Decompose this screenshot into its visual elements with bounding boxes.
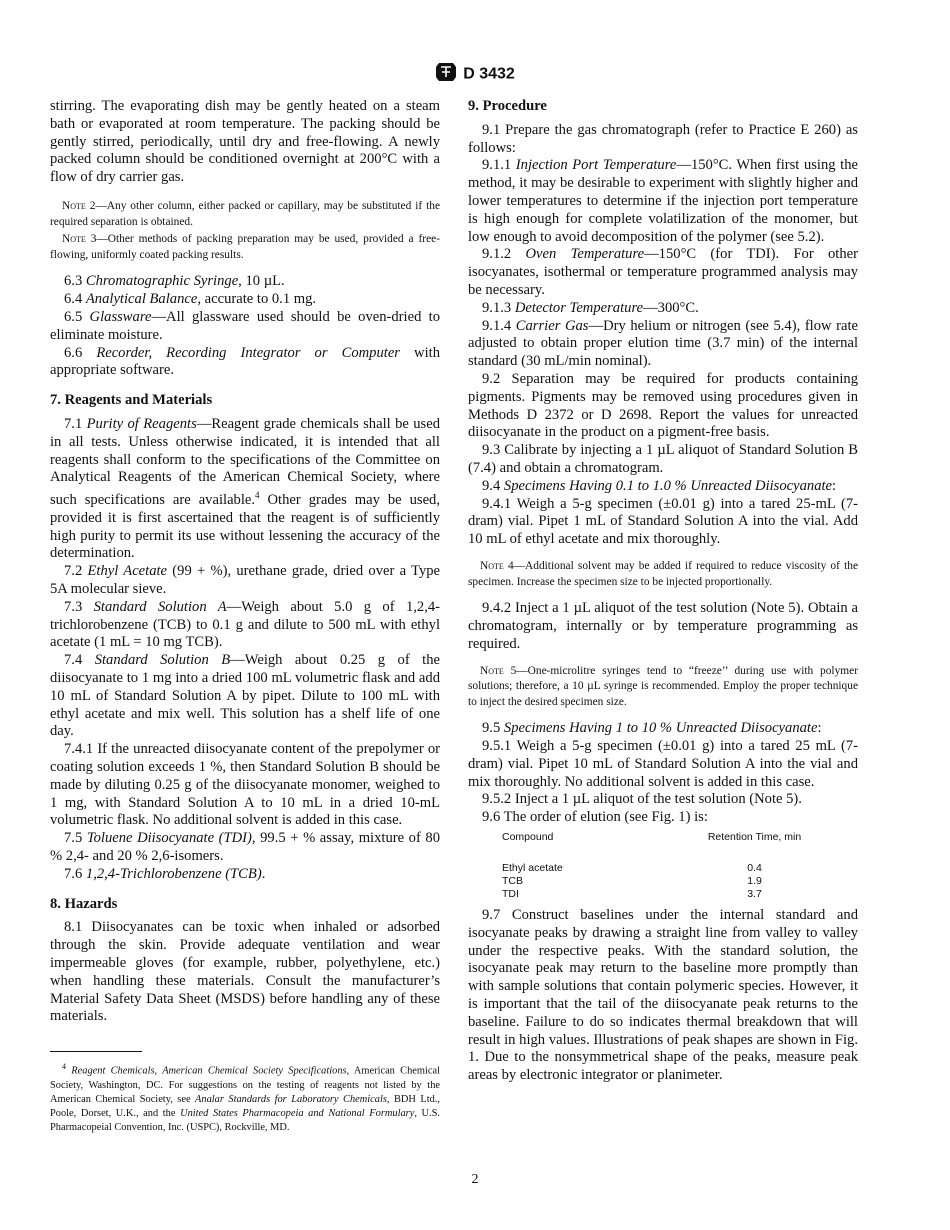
section-9-1-4: 9.1.4 Carrier Gas—Dry helium or nitrogen (see 5.4), flow rate adjusted to obtain proper elution time (3.7 min) of the internal standard (30 mL/min nominal).: [468, 317, 859, 370]
section-9-3: 9.3 Calibrate by injecting a 1 µL aliquot of Standard Solution B (7.4) and obtain a chromatogram.: [468, 442, 858, 476]
section-6-4: 6.4 Analytical Balance, accurate to 0.1 mg.: [64, 291, 317, 308]
heading-section-8: 8. Hazards: [50, 895, 118, 912]
section-7-4-1: 7.4.1 If the unreacted diisocyanate content of the prepolymer or coating solution exceeds 1 %, then Standard Solution B should be made by diluting 0.25 g of the diisocyanate monomer, weighed to 1 mg, with Standard Solution A to 10 mL in a dried 10-mL volumetric flask. No additional solvent is added in this case.: [50, 741, 440, 829]
compound-cell: Ethyl acetate: [502, 862, 563, 875]
retention-time-cell: 1.9: [747, 875, 762, 888]
section-7-6: 7.6 1,2,4-Trichlorobenzene (TCB).: [64, 865, 266, 882]
section-9-1: 9.1 Prepare the gas chromatograph (refer to Practice E 260) as follows:: [468, 121, 858, 156]
column-header-retention-time: Retention Time, min: [707, 831, 802, 844]
elution-order-table: [502, 831, 807, 901]
section-6-3: 6.3 Chromatographic Syringe, 10 µL.: [64, 273, 285, 290]
section-6-6: 6.6 Recorder, Recording Integrator or Computer with appropriate software.: [50, 344, 440, 379]
retention-time-cell: 3.7: [747, 888, 762, 901]
section-9-4-1: 9.4.1 Weigh a 5-g specimen (±0.01 g) into a tared 25-mL (7-dram) vial. Pipet 1 mL of Standard Solution A into the vial. Add 10 mL of ethyl acetate and mix thoroughly.: [468, 495, 858, 548]
section-7-1: 7.1 Purity of Reagents—Reagent grade chemicals shall be used in all tests. Unless otherwise indicated, it is intended that all reagents shall conform to the specifications of the Committee on Analytical Reagents of the American Chemical Society, where such specifications are available.$^4$ Other grades may be used, provided it is first ascertained that the reagent is of sufficiently high purity to permit its use without lessening the accuracy of the determination.: [50, 415, 440, 562]
column-header-compound: Compound: [502, 831, 554, 844]
retention-time-cell: 0.4: [747, 862, 762, 875]
section-9-5-2: 9.5.2 Inject a 1 µL aliquot of the test solution (Note 5).: [482, 791, 802, 808]
document-id: D 3432: [463, 65, 515, 83]
note-3: Note 3—Other methods of packing preparation may be used, provided a free-flowing, uniformly coated packing results.: [50, 233, 440, 261]
note-4: Note 4—Additional solvent may be added if required to reduce viscosity of the specimen. Increase the specimen size to be injected proportionally.: [468, 559, 858, 588]
table-row: [502, 875, 807, 888]
note-2: Note 2—Any other column, either packed or capillary, may be substituted if the required separation is obtained.: [50, 199, 440, 228]
heading-section-7: 7. Reagents and Materials: [50, 392, 213, 409]
section-8-1: 8.1 Diisocyanates can be toxic when inhaled or adsorbed through the skin. Provide adequate ventilation and wear impermeable gloves (for example, rubber, polyethylene, etc.) when handling these materials. Consult the manufacturer’s Material Safety Data Sheet (MSDS) before handling any of these materials.: [50, 919, 440, 1025]
section-6-5: 6.5 Glassware—All glassware used should be oven-dried to eliminate moisture.: [50, 308, 441, 343]
page-number: 2: [471, 1172, 479, 1187]
section-7-3: 7.3 Standard Solution A—Weigh about 5.0 g of 1,2,4-trichlorobenzene (TCB) to 0.1 g and dilute to 500 mL with ethyl acetate (1 mL = 10 mg TCB).: [50, 598, 441, 651]
section-9-7: 9.7 Construct baselines under the internal standard and isocyanate peaks by drawing a straight line from valley to valley under the respective peaks. With the standard solution, the isocyanate peak may return to the baseline more promptly than with sample solutions that contain polymeric species. However, it is important that the tail of the diisocyanate peak returns to the baseline. Failure to do so indicates thermal breakdown that will result in high values. Illustrations of peak shapes are shown in Fig. 1. Due to the nonsymmetrical shape of the peaks, measure peak areas by electronic integrator or planimeter.: [468, 907, 858, 1084]
section-9-1-2: 9.1.2 Oven Temperature—150°C (for TDI). For other isocyanates, isothermal or temperature programmed analysis may be necessary.: [468, 246, 858, 298]
section-9-1-1: 9.1.1 Injection Port Temperature—150°C. When first using the method, it may be desirable to experiment with slightly higher and lower temperatures to determine if the injection port temperature is high enough for complete volatilization of the monomer, but low enough to avoid decomposition of the polymer (see 5.2).: [468, 157, 859, 245]
section-7-5: 7.5 Toluene Diisocyanate (TDI), 99.5 + % assay, mixture of 80 % 2,4- and 20 % 2,6-isomers.: [50, 830, 440, 864]
page-header: [0, 62, 950, 87]
section-9-2: 9.2 Separation may be required for products containing pigments. Pigments may be removed using procedures given in Methods D 2372 or D 2698. Report the values for unreacted diisocyanate in the product on a pigment-free basis.: [468, 370, 858, 441]
section-7-2: 7.2 Ethyl Acetate (99 + %), urethane grade, dried over a Type 5A molecular sieve.: [50, 563, 441, 597]
footnote-divider: [50, 1051, 142, 1052]
left-column: [50, 98, 440, 1026]
right-column: [468, 98, 858, 1085]
section-9-4-2: 9.4.2 Inject a 1 µL aliquot of the test solution (Note 5). Obtain a chromatogram, internally or by temperature programming as required.: [468, 600, 858, 652]
table-row: [502, 888, 807, 901]
heading-section-9: 9. Procedure: [468, 98, 547, 114]
section-9-6: 9.6 The order of elution (see Fig. 1) is:: [482, 809, 708, 826]
note-5: Note 5—One-microlitre syringes tend to “freeze’’ during use with polymer solutions; therefore, a 10 µL syringe is recommended. Employ the proper technique to inject the desired specimen size.: [468, 664, 858, 708]
compound-cell: TCB: [502, 875, 523, 888]
astm-logo-icon: [435, 62, 457, 87]
footnote-4: $^4$ Reagent Chemicals, American Chemical Society Specifications, American Chemical Society, Washington, DC. For suggestions on the testing of reagents not listed by the American Chemical Society, see Analar Standards for Laboratory Chemicals, BDH Ltd., Poole, Dorset, U.K., and the United States Pharmacopeia and National Formulary, U.S. Pharmacopeial Convention, Inc. (USPC), Rockville, MD.: [50, 1062, 440, 1133]
section-9-4: 9.4 Specimens Having 0.1 to 1.0 % Unreacted Diisocyanate:: [482, 477, 837, 494]
table-row: [502, 862, 807, 875]
compound-cell: TDI: [502, 888, 519, 901]
section-7-4: 7.4 Standard Solution B—Weigh about 0.25 g of the diisocyanate to 1 mg into a dried 100 mL volumetric flask and add 10 mL of Standard Solution A by pipet. Dilute to 100 mL with ethyl acetate and mix well. This solution has a shelf life of one day.: [50, 652, 441, 740]
section-9-5-1: 9.5.1 Weigh a 5-g specimen (±0.01 g) into a tared 25 mL (7-dram) vial. Pipet 10 mL of Standard Solution A into the vial and mix thoroughly. No additional solvent is added in this case.: [468, 738, 858, 790]
section-9-1-3: 9.1.3 Detector Temperature—300°C.: [482, 299, 699, 316]
table-header-row: [502, 831, 807, 862]
section-9-5: 9.5 Specimens Having 1 to 10 % Unreacted Diisocyanate:: [482, 720, 822, 737]
continued-paragraph: stirring. The evaporating dish may be gently heated on a steam bath or evaporated at room temperature. The packing should be gently stirred, periodically, until dry and free-flowing. A newly packed column should be conditioned overnight at 200°C with a flow of dry carrier gas.: [50, 98, 440, 186]
